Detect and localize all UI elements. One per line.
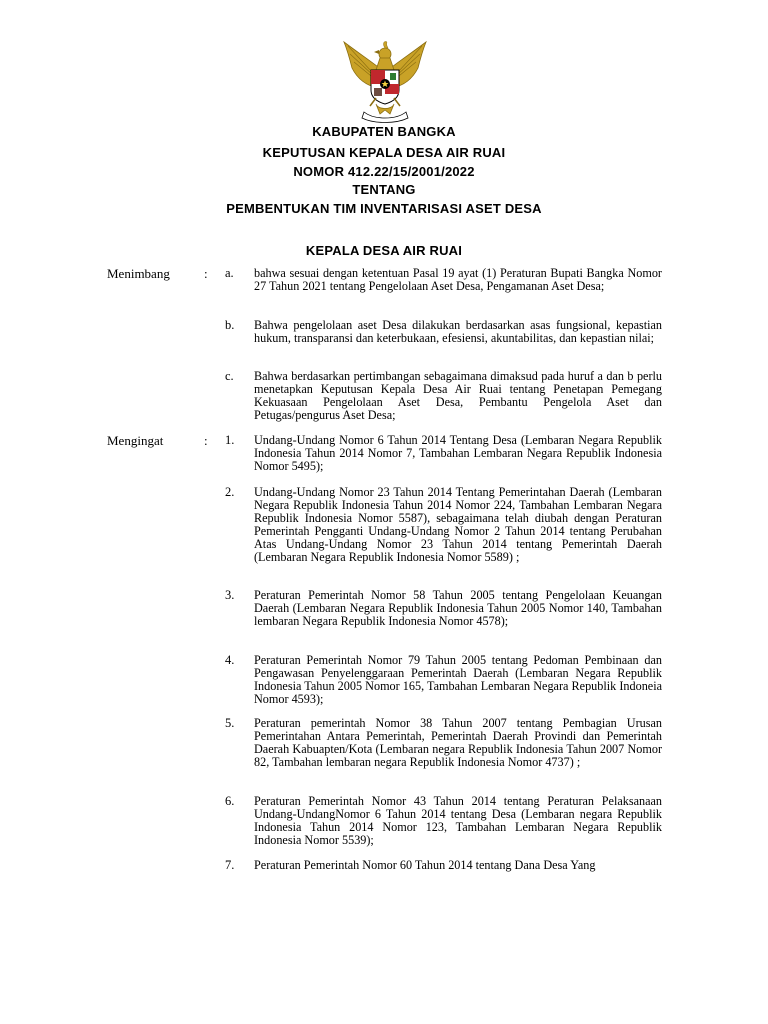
list-marker: 2. — [225, 485, 235, 499]
list-marker: 7. — [225, 858, 235, 872]
decree-subject: PEMBENTUKAN TIM INVENTARISASI ASET DESA — [226, 201, 542, 216]
issuer-title: KEPALA DESA AIR RUAI — [305, 243, 463, 258]
list-text: Undang-Undang Nomor 6 Tahun 2014 Tentang Desa (Lembaran Negara Republik Indonesia Tahun 2014 Nomor 7, Tambahan Lembaran Negara Republik Indonesia Nomor 5495); — [254, 433, 662, 473]
list-marker: 1. — [225, 433, 235, 447]
list-text: Peraturan pemerintah Nomor 38 Tahun 2007 tentang Pembagian Urusan Pemerintahan Antara Pemerintah, Pemerintah Daerah Provindi dan Pemerintah Daerah Kabuapten/Kota (Lembaran negara Republik Indonesia Tahun 2007 Nomor 82, Tambahan lembaran negara Republik Indonesia Nomor 4737) ; — [254, 716, 662, 769]
list-text: Peraturan Pemerintah Nomor 58 Tahun 2005 tentang Pengelolaan Keuangan Daerah (Lembaran Negara Republik Indonesia Tahun 2005 Nomor 140, Tambahan lembaran Negara Republik Indonesia Nomor 4578); — [254, 588, 662, 628]
list-marker: b. — [225, 318, 235, 332]
mengingat-colon: : — [204, 433, 208, 448]
list-text: Bahwa berdasarkan pertimbangan sebagaimana dimaksud pada huruf a dan b perlu menetapkan Keputusan Kepala Desa Air Ruai tentang Penetapan Pemegang Kekuasaan Pengelolaan Aset Desa, Pembantu Pengelola Aset dan Petugas/pengurus Aset Desa; — [254, 369, 662, 422]
list-marker: 5. — [225, 716, 235, 730]
menimbang-colon: : — [204, 266, 208, 281]
list-marker: 4. — [225, 653, 235, 667]
list-marker: c. — [225, 369, 234, 383]
list-text: Peraturan Pemerintah Nomor 60 Tahun 2014 tentang Dana Desa Yang — [254, 858, 596, 872]
about-label: TENTANG — [352, 182, 416, 197]
list-marker: 6. — [225, 794, 235, 808]
list-text: Undang-Undang Nomor 23 Tahun 2014 Tentang Pemerintahan Daerah (Lembaran Negara Republik Indonesia Tahun 2014 Nomor 224, Tambahan Lembaran Negara Republik Indonesia Nomor 5587), sebagaimana telah diubah dengan Peraturan Pemerintah Pengganti Undang-Undang Nomor 2 Tahun 2014 tentang Perubahan Atas Undang-Undang Nomor 23 Tahun 2014 tentang Pemerintah Daerah (Lembaran Negara Republik Indonesia Nomor 5589) ; — [254, 485, 662, 564]
mengingat-label: Mengingat — [107, 433, 164, 448]
garuda-emblem-icon — [338, 40, 432, 124]
menimbang-label: Menimbang — [107, 266, 170, 281]
decree-number: NOMOR 412.22/15/2001/2022 — [293, 164, 475, 179]
list-marker: 3. — [225, 588, 235, 602]
decree-title: KEPUTUSAN KEPALA DESA AIR RUAI — [262, 145, 506, 160]
regency-title: KABUPATEN BANGKA — [312, 124, 456, 139]
list-text: Peraturan Pemerintah Nomor 79 Tahun 2005 tentang Pedoman Pembinaan dan Pengawasan Penyelenggaraan Pemerintah Daerah (Lembaran Negara Republik Indonesia Tahun 2005 Nomor 165, Tambahan Lembaran Negara Republik Indoneia Nomor 4593); — [254, 653, 662, 706]
list-text: Bahwa pengelolaan aset Desa dilakukan berdasarkan asas fungsional, kepastian hukum, transparansi dan keterbukaan, efesiensi, akuntabilitas, dan kepastian nilai; — [254, 318, 662, 345]
list-text: Peraturan Pemerintah Nomor 43 Tahun 2014 tentang Peraturan Pelaksanaan Undang-UndangNomor 6 Tahun 2014 tentang Desa (Lembaran negara Republik Indonesia Tahun 2014 Nomor 123, Tambahan Lembaran Negara Republik Indonesia Nomor 5539); — [254, 794, 662, 847]
list-marker: a. — [225, 266, 234, 280]
list-text: bahwa sesuai dengan ketentuan Pasal 19 ayat (1) Peraturan Bupati Bangka Nomor 27 Tahun 2021 tentang Pengelolaan Aset Desa, Pengamanan Aset Desa; — [254, 266, 662, 293]
